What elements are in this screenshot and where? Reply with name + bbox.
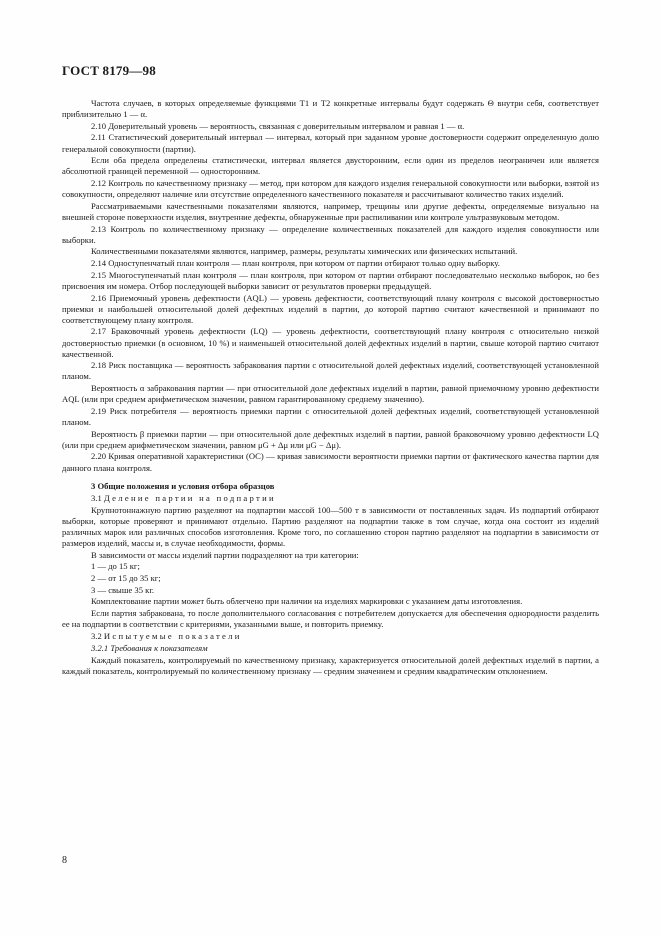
standard-header: ГОСТ 8179—98 xyxy=(62,63,156,78)
paragraph: 2.19 Риск потребителя — вероятность приемки партии с относительной долей дефектных изделий, соответствующей установленной планом. xyxy=(62,405,599,427)
paragraph: 1 — до 15 кг; xyxy=(91,561,140,572)
paragraph: Количественными показателями являются, например, размеры, результаты химических или физических испытаний. xyxy=(91,246,518,257)
section-3-heading: 3 Общие положения и условия отбора образцов xyxy=(91,481,275,492)
paragraph: 2.18 Риск поставщика — вероятность забракования партии с относительной долей дефектных изделий, соответствующей установленной планом. xyxy=(62,360,599,382)
subsection-3-1-number: 3.1 xyxy=(91,492,102,503)
paragraph: Если партия забракована, то после дополнительного согласования с потребителем допускается для обеспечения однородности разделить ее на подпартии в соответствии с критериями, указанными выше, и повторить приемку. xyxy=(62,607,599,630)
definitions-block xyxy=(62,98,599,474)
paragraph: 2.13 Контроль по количественному признаку — определение количественных показателей для каждого изделия совокупности или выборки. xyxy=(62,223,599,245)
paragraph: Если оба предела определены статистически, интервал является двусторонним, если один из пределов неограничен или является абсолютной границей переменной — односторонним. xyxy=(62,155,599,177)
paragraph: Вероятность α забракования партии — при относительной доле дефектных изделий в партии, равной приемочному уровню дефектности AQL (или при среднем арифметическом значении, равном гарантированному среднему значению). xyxy=(62,383,599,405)
paragraph: 2.12 Контроль по качественному признаку — метод, при котором для каждого изделия генеральной совокупности или выборки, взятой из совокупности, определяют наличие или отсутствие определенного качественного показателя и рассчитывают количество таких изделий. xyxy=(62,178,599,200)
paragraph: Каждый показатель, контролируемый по качественному признаку, характеризуется относительной долей дефектных изделий в партии, а каждый показатель, контролируемый по количественному признаку — средним значением и средним квадратическим отклонением. xyxy=(62,654,599,677)
subsection-3-2-number: 3.2 xyxy=(91,631,102,642)
paragraph: 2.15 Многоступенчатый план контроля — план контроля, при котором от партии отбирают последовательно несколько выборок, но без присвоения им номера. Отбор последующей выборки зависит от результатов проверки предыдущей. xyxy=(62,269,599,291)
paragraph: 3 — свыше 35 кг. xyxy=(91,584,155,595)
paragraph: 2.20 Кривая оперативной характеристики (ОС) — кривая зависимости вероятности приемки партии от фактического качества партии для данного плана контроля. xyxy=(62,451,599,473)
paragraph: Вероятность β приемки партии — при относительной доле дефектных изделий в партии, равной браковочному уровню дефектности LQ (или при среднем арифметическом значении, равном μG + Δμ или μG − Δμ). xyxy=(62,428,599,450)
page-content xyxy=(62,98,599,678)
paragraph: 2.14 Одноступенчатый план контроля — план контроля, при котором от партии отбирают только одну выборку. xyxy=(91,258,500,269)
subsection-3-2-title: Испытуемые показатели xyxy=(103,631,242,642)
subsection-3-2-1-heading: 3.2.1 Требования к показателям xyxy=(91,642,208,653)
paragraph: Комплектование партии может быть облегчено при наличии на изделиях маркировки с указанием даты изготовления. xyxy=(91,596,523,607)
paragraph: 2.11 Статистический доверительный интервал — интервал, который при заданном уровне достоверности содержит определенную долю генеральной совокупности (партии). xyxy=(62,132,599,154)
subsection-3-1-title: Деление партии на подпартии xyxy=(103,492,276,503)
subsection-3-2-heading xyxy=(62,631,599,642)
paragraph: Рассматриваемыми качественными показателями являются, например, трещины или другие дефекты, определяемые визуально на внешней стороне поверхности изделия, внутренние дефекты, обнаруженные при распиливании или контроле ультразвуковым методом. xyxy=(62,200,599,222)
paragraph: 2.17 Браковочный уровень дефектности (LQ) — уровень дефектности, соответствующий плану контроля с относительно низкой достоверностью приемки (в основном, 10 %) и наименьшей относительной долей дефектных изделий в партии, свыше которой партию считают качественной. xyxy=(62,326,599,359)
subsection-3-1-heading xyxy=(62,493,599,504)
paragraph: В зависимости от массы изделий партии подразделяют на три категории: xyxy=(91,549,359,560)
paragraph: Частота случаев, в которых определяемые функциями T1 и T2 конкретные интервалы будут содержать Θ внутри себя, соответствует приблизительно 1 — α. xyxy=(62,98,599,120)
paragraph: 2.10 Доверительный уровень — вероятность, связанная с доверительным интервалом и равная 1 — α. xyxy=(91,120,465,131)
page-number: 8 xyxy=(62,855,67,866)
paragraph: 2 — от 15 до 35 кг; xyxy=(91,572,161,583)
section-3-1-body xyxy=(62,505,599,631)
paragraph: 2.16 Приемочный уровень дефектности (AQL) — уровень дефектности, соответствующий плану контроля с высокой достоверностью приемки и наибольшей относительной долей дефектных изделий в партии, до которой партию считают качественной и принимают по соответствующему плану контроля. xyxy=(62,292,599,325)
paragraph: Крупнотоннажную партию разделяют на подпартии массой 100—500 т в зависимости от поставленных задач. Из подпартий отбирают выборки, которые проверяют и принимают отдельно. Партию разделяют на подпартии также в том случае, когда она состоит из изделий различных марок или различных способов изготовления. Кроме того, по соглашению сторон партию разделяют на подпартии в зависимости от размеров изделий, массы и, в случае необходимости, формы. xyxy=(62,504,599,548)
